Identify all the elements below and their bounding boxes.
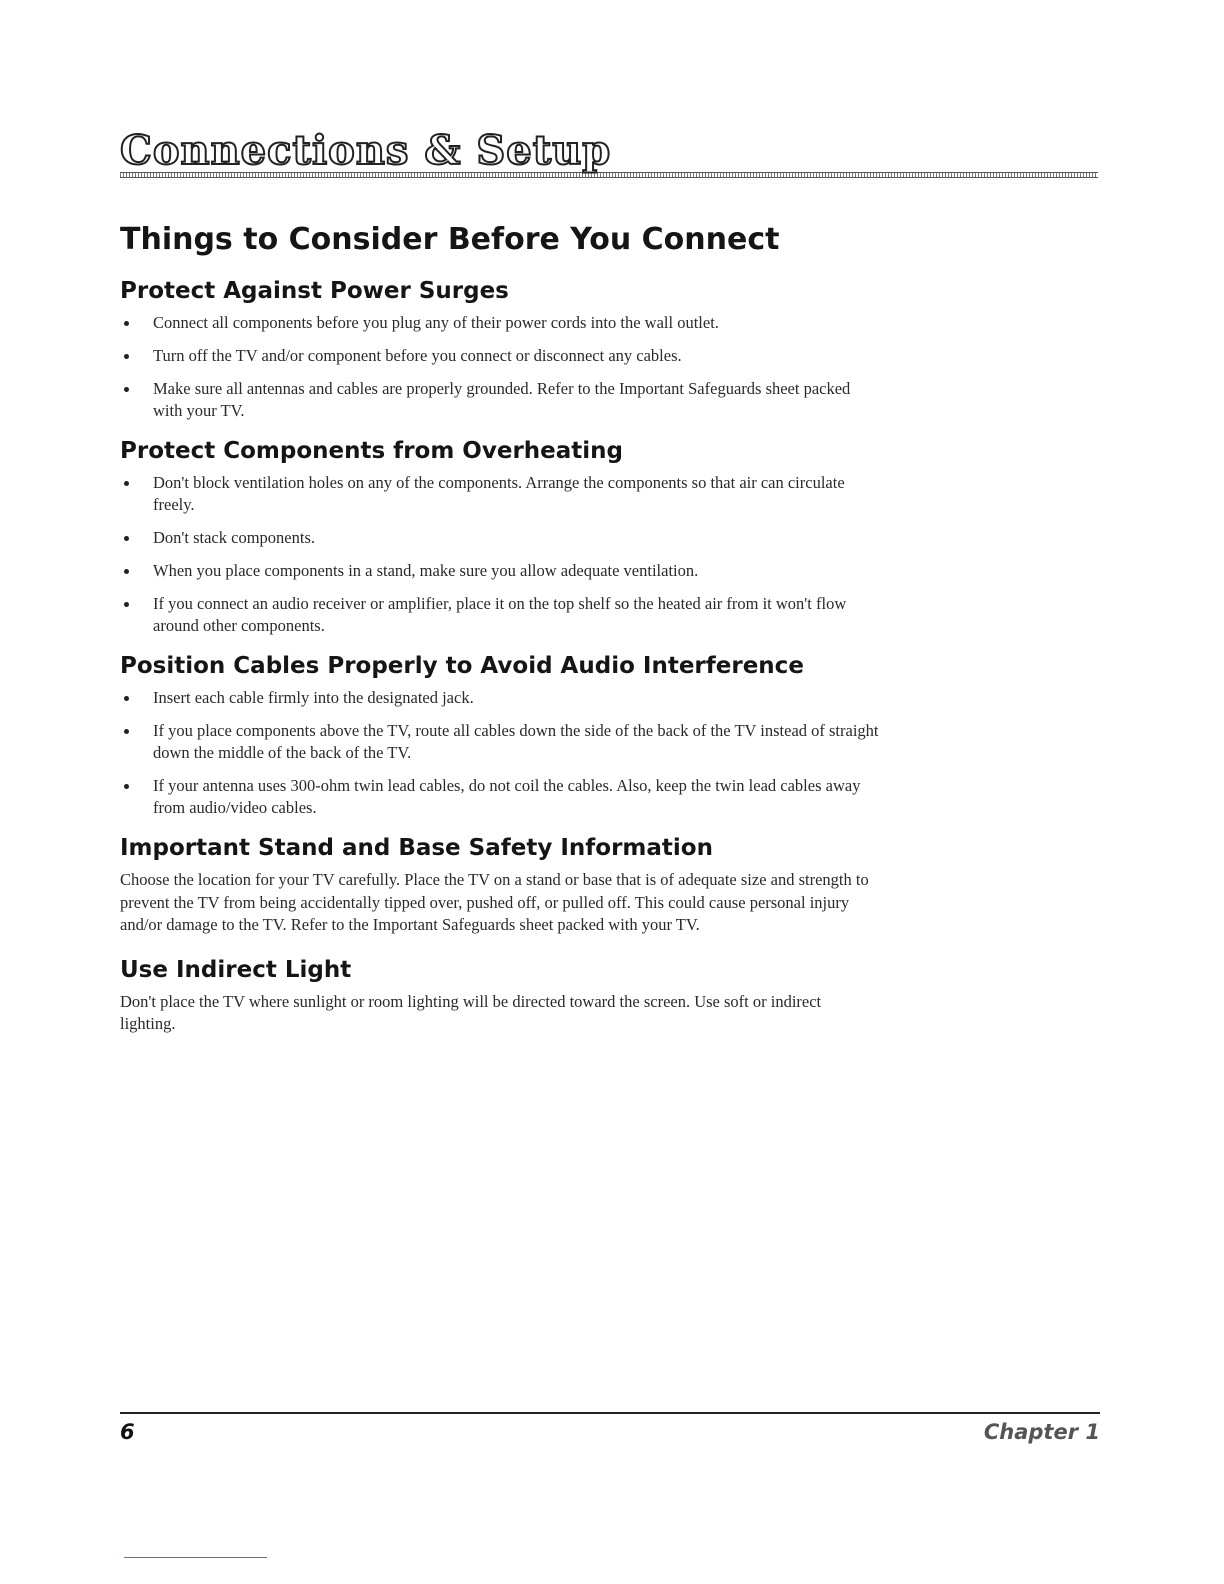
bullet-icon bbox=[124, 481, 129, 486]
chapter-label: Chapter 1 bbox=[983, 1420, 1100, 1444]
section-stand-safety bbox=[120, 833, 880, 937]
list-item bbox=[120, 312, 880, 334]
section-overheating bbox=[120, 436, 880, 637]
bullet-list bbox=[120, 472, 880, 637]
bullet-icon bbox=[124, 387, 129, 392]
list-item bbox=[120, 775, 880, 819]
bullet-icon bbox=[124, 696, 129, 701]
section-heading: Protect Components from Overheating bbox=[120, 438, 624, 464]
bullet-list bbox=[120, 312, 880, 422]
section-power-surges bbox=[120, 276, 880, 422]
list-item-text: If your antenna uses 300-ohm twin lead cables, do not coil the cables. Also, keep the twin lead cables away from audio/video cables. bbox=[153, 776, 861, 817]
bullet-icon bbox=[124, 784, 129, 789]
page-footer bbox=[120, 1412, 1100, 1444]
list-item bbox=[120, 560, 880, 582]
chapter-header bbox=[120, 128, 1098, 178]
bullet-icon bbox=[124, 354, 129, 359]
list-item bbox=[120, 593, 880, 637]
section-indirect-light bbox=[120, 955, 880, 1036]
chapter-title: Connections & Setup bbox=[120, 127, 612, 174]
list-item bbox=[120, 527, 880, 549]
list-item-text: Insert each cable firmly into the designated jack. bbox=[153, 688, 474, 707]
page-number: 6 bbox=[120, 1420, 135, 1444]
list-item-text: If you place components above the TV, route all cables down the side of the back of the TV instead of straight down the middle of the back of the TV. bbox=[153, 721, 879, 762]
list-item bbox=[120, 687, 880, 709]
section-paragraph: Choose the location for your TV carefully. Place the TV on a stand or base that is of adequate size and strength to prevent the TV from being accidentally tipped over, pushed off, or pulled off. This could cause personal injury and/or damage to the TV. Refer to the Important Safeguards sheet packed with your TV. bbox=[120, 870, 869, 934]
list-item-text: Don't stack components. bbox=[153, 528, 315, 547]
list-item-text: If you connect an audio receiver or amplifier, place it on the top shelf so the heated air from it won't flow around other components. bbox=[153, 594, 847, 635]
list-item-text: Turn off the TV and/or component before you connect or disconnect any cables. bbox=[153, 346, 682, 365]
section-paragraph: Don't place the TV where sunlight or room lighting will be directed toward the screen. Use soft or indirect lighting. bbox=[120, 991, 822, 1033]
section-heading: Position Cables Properly to Avoid Audio Interference bbox=[120, 653, 804, 679]
bullet-icon bbox=[124, 729, 129, 734]
list-item-text: Make sure all antennas and cables are properly grounded. Refer to the Important Safeguards sheet packed with your TV. bbox=[153, 379, 851, 420]
list-item-text: Connect all components before you plug any of their power cords into the wall outlet. bbox=[153, 313, 719, 332]
list-item bbox=[120, 472, 880, 516]
list-item bbox=[120, 378, 880, 422]
bullet-icon bbox=[124, 569, 129, 574]
list-item bbox=[120, 345, 880, 367]
bottom-divider bbox=[124, 1557, 267, 1558]
list-item-text: Don't block ventilation holes on any of the components. Arrange the components so that air can circulate freely. bbox=[153, 473, 845, 514]
section-heading: Use Indirect Light bbox=[120, 956, 352, 983]
section-heading: Important Stand and Base Safety Information bbox=[120, 835, 713, 861]
page-title: Things to Consider Before You Connect bbox=[120, 222, 780, 257]
list-item bbox=[120, 720, 880, 764]
bullet-list bbox=[120, 687, 880, 819]
main-content bbox=[120, 218, 880, 1050]
section-heading: Protect Against Power Surges bbox=[120, 278, 509, 304]
bullet-icon bbox=[124, 602, 129, 607]
bullet-icon bbox=[124, 321, 129, 326]
list-item-text: When you place components in a stand, make sure you allow adequate ventilation. bbox=[153, 561, 699, 580]
section-cable-position bbox=[120, 651, 880, 819]
bullet-icon bbox=[124, 536, 129, 541]
